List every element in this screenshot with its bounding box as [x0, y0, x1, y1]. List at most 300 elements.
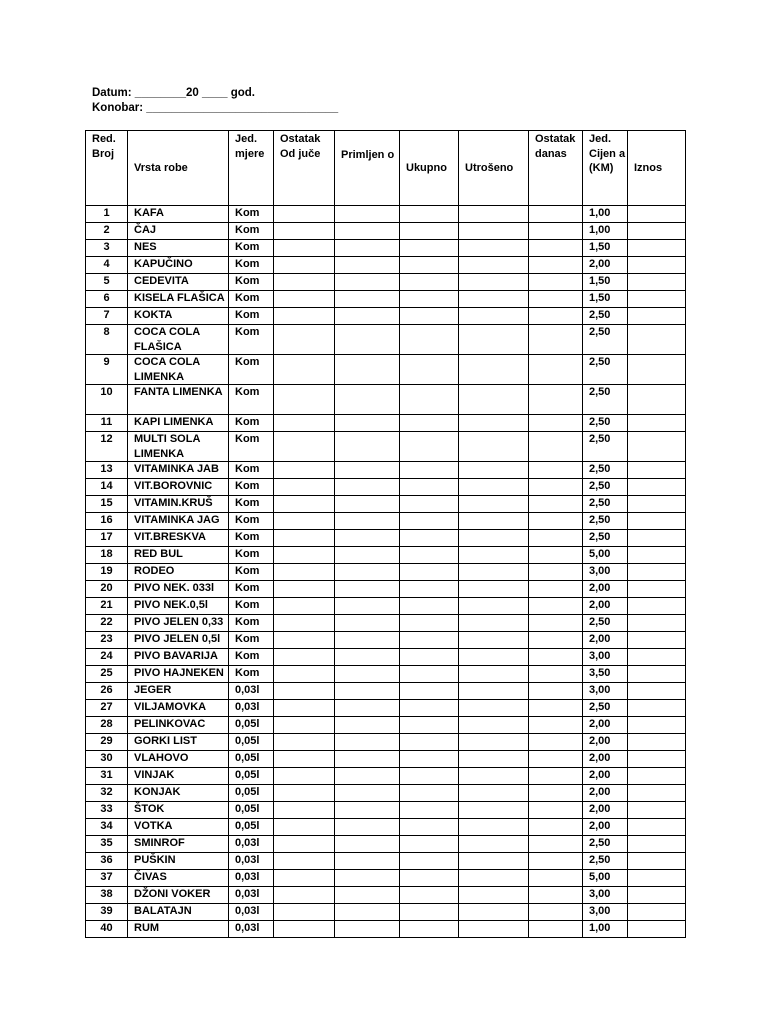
unit-of-measure: Kom [229, 479, 274, 496]
cell-ostatak-danas [529, 530, 583, 547]
cell-ostatak-od-juce [274, 564, 335, 581]
cell-ostatak-danas [529, 700, 583, 717]
cell-ostatak-od-juce [274, 666, 335, 683]
cell-utroseno [459, 717, 529, 734]
cell-utroseno [459, 904, 529, 921]
product-name: PIVO HAJNEKEN [128, 666, 229, 683]
unit-price: 2,50 [583, 385, 628, 415]
row-number: 25 [86, 666, 128, 683]
cell-utroseno [459, 853, 529, 870]
table-row [86, 462, 686, 479]
cell-utroseno [459, 734, 529, 751]
cell-ukupno [400, 257, 459, 274]
cell-primljeno [335, 853, 400, 870]
cell-ostatak-od-juce [274, 479, 335, 496]
cell-utroseno [459, 700, 529, 717]
cell-ukupno [400, 870, 459, 887]
cell-ostatak-danas [529, 717, 583, 734]
product-name: NES [128, 240, 229, 257]
cell-iznos [628, 785, 686, 802]
cell-primljeno [335, 700, 400, 717]
cell-utroseno [459, 308, 529, 325]
cell-iznos [628, 547, 686, 564]
cell-utroseno [459, 325, 529, 355]
unit-price: 5,00 [583, 870, 628, 887]
cell-ostatak-danas [529, 734, 583, 751]
unit-price: 1,00 [583, 921, 628, 938]
table-row [86, 921, 686, 938]
unit-price: 3,00 [583, 649, 628, 666]
unit-of-measure: 0,05l [229, 717, 274, 734]
table-row [86, 291, 686, 308]
cell-utroseno [459, 206, 529, 223]
product-name: KAFA [128, 206, 229, 223]
cell-ukupno [400, 462, 459, 479]
row-number: 21 [86, 598, 128, 615]
table-row [86, 385, 686, 415]
cell-iznos [628, 921, 686, 938]
cell-ostatak-od-juce [274, 683, 335, 700]
cell-ostatak-od-juce [274, 921, 335, 938]
product-name: KAPI LIMENKA [128, 415, 229, 432]
row-number: 2 [86, 223, 128, 240]
cell-utroseno [459, 802, 529, 819]
unit-of-measure: Kom [229, 291, 274, 308]
cell-ostatak-danas [529, 291, 583, 308]
unit-price: 3,00 [583, 564, 628, 581]
unit-price: 2,00 [583, 768, 628, 785]
unit-price: 2,50 [583, 432, 628, 462]
row-number: 3 [86, 240, 128, 257]
unit-price: 2,50 [583, 836, 628, 853]
cell-primljeno [335, 819, 400, 836]
unit-of-measure: Kom [229, 325, 274, 355]
cell-ostatak-danas [529, 240, 583, 257]
cell-primljeno [335, 355, 400, 385]
cell-ostatak-danas [529, 223, 583, 240]
cell-ukupno [400, 291, 459, 308]
cell-ukupno [400, 836, 459, 853]
cell-primljeno [335, 308, 400, 325]
cell-utroseno [459, 564, 529, 581]
unit-of-measure: Kom [229, 530, 274, 547]
cell-primljeno [335, 479, 400, 496]
unit-of-measure: 0,05l [229, 785, 274, 802]
cell-ostatak-od-juce [274, 355, 335, 385]
col-iznos: Iznos [628, 131, 686, 206]
row-number: 30 [86, 751, 128, 768]
cell-ukupno [400, 206, 459, 223]
cell-iznos [628, 291, 686, 308]
cell-ukupno [400, 615, 459, 632]
table-row [86, 355, 686, 385]
cell-ostatak-od-juce [274, 768, 335, 785]
unit-of-measure: 0,03l [229, 853, 274, 870]
cell-iznos [628, 308, 686, 325]
cell-ostatak-od-juce [274, 291, 335, 308]
cell-ostatak-od-juce [274, 649, 335, 666]
product-name: COCA COLA FLAŠICA [128, 325, 229, 355]
row-number: 27 [86, 700, 128, 717]
cell-primljeno [335, 547, 400, 564]
cell-utroseno [459, 632, 529, 649]
product-name: FANTA LIMENKA [128, 385, 229, 415]
cell-ostatak-danas [529, 785, 583, 802]
product-name: PIVO JELEN 0,5l [128, 632, 229, 649]
product-name: PIVO JELEN 0,33 [128, 615, 229, 632]
cell-iznos [628, 581, 686, 598]
unit-price: 2,50 [583, 308, 628, 325]
cell-utroseno [459, 291, 529, 308]
cell-primljeno [335, 649, 400, 666]
cell-ostatak-od-juce [274, 581, 335, 598]
row-number: 26 [86, 683, 128, 700]
cell-ostatak-danas [529, 385, 583, 415]
table-row [86, 513, 686, 530]
product-name: KAPUČINO [128, 257, 229, 274]
cell-ostatak-danas [529, 836, 583, 853]
unit-price: 3,00 [583, 683, 628, 700]
table-row [86, 785, 686, 802]
cell-iznos [628, 257, 686, 274]
cell-ukupno [400, 768, 459, 785]
cell-utroseno [459, 530, 529, 547]
cell-utroseno [459, 666, 529, 683]
inventory-table [85, 130, 686, 938]
cell-ostatak-od-juce [274, 274, 335, 291]
cell-ostatak-danas [529, 683, 583, 700]
product-name: VITAMINKA JAB [128, 462, 229, 479]
product-name: PUŠKIN [128, 853, 229, 870]
product-name: KOKTA [128, 308, 229, 325]
cell-ostatak-od-juce [274, 870, 335, 887]
col-ostatak-danas: Ostatak danas [529, 131, 583, 206]
unit-price: 2,00 [583, 819, 628, 836]
row-number: 36 [86, 853, 128, 870]
cell-primljeno [335, 274, 400, 291]
cell-primljeno [335, 223, 400, 240]
unit-price: 2,50 [583, 415, 628, 432]
cell-iznos [628, 598, 686, 615]
cell-ukupno [400, 887, 459, 904]
table-row [86, 240, 686, 257]
cell-iznos [628, 802, 686, 819]
table-row [86, 819, 686, 836]
cell-utroseno [459, 479, 529, 496]
cell-iznos [628, 479, 686, 496]
row-number: 7 [86, 308, 128, 325]
cell-utroseno [459, 547, 529, 564]
unit-price: 2,00 [583, 632, 628, 649]
product-name: CEDEVITA [128, 274, 229, 291]
col-jed-cijena: Jed. Cijen a (KM) [583, 131, 628, 206]
cell-ukupno [400, 717, 459, 734]
cell-ostatak-od-juce [274, 836, 335, 853]
unit-of-measure: Kom [229, 581, 274, 598]
row-number: 19 [86, 564, 128, 581]
cell-ukupno [400, 785, 459, 802]
cell-primljeno [335, 325, 400, 355]
cell-iznos [628, 530, 686, 547]
cell-utroseno [459, 819, 529, 836]
cell-primljeno [335, 257, 400, 274]
cell-ukupno [400, 734, 459, 751]
row-number: 14 [86, 479, 128, 496]
unit-of-measure: 0,03l [229, 836, 274, 853]
unit-price: 2,50 [583, 496, 628, 513]
product-name: PIVO NEK. 033l [128, 581, 229, 598]
product-name: VOTKA [128, 819, 229, 836]
unit-of-measure: 0,03l [229, 700, 274, 717]
cell-iznos [628, 887, 686, 904]
cell-ostatak-danas [529, 751, 583, 768]
table-body [86, 206, 686, 938]
cell-utroseno [459, 223, 529, 240]
row-number: 12 [86, 432, 128, 462]
unit-price: 1,50 [583, 274, 628, 291]
cell-primljeno [335, 666, 400, 683]
unit-price: 2,00 [583, 598, 628, 615]
cell-ukupno [400, 530, 459, 547]
unit-price: 2,00 [583, 717, 628, 734]
cell-iznos [628, 615, 686, 632]
cell-ukupno [400, 432, 459, 462]
table-header-row [86, 131, 686, 206]
unit-of-measure: Kom [229, 355, 274, 385]
table-row [86, 887, 686, 904]
table-row [86, 717, 686, 734]
row-number: 23 [86, 632, 128, 649]
cell-iznos [628, 904, 686, 921]
col-ostatak-od-juce: Ostatak Od juče [274, 131, 335, 206]
product-name: RODEO [128, 564, 229, 581]
unit-of-measure: Kom [229, 632, 274, 649]
unit-of-measure: Kom [229, 385, 274, 415]
cell-ostatak-od-juce [274, 598, 335, 615]
cell-ukupno [400, 223, 459, 240]
cell-ostatak-danas [529, 496, 583, 513]
unit-price: 2,50 [583, 615, 628, 632]
cell-ostatak-od-juce [274, 904, 335, 921]
table-row [86, 257, 686, 274]
cell-iznos [628, 734, 686, 751]
cell-iznos [628, 870, 686, 887]
cell-utroseno [459, 257, 529, 274]
row-number: 11 [86, 415, 128, 432]
cell-utroseno [459, 513, 529, 530]
row-number: 31 [86, 768, 128, 785]
cell-ostatak-danas [529, 513, 583, 530]
table-row [86, 683, 686, 700]
cell-utroseno [459, 385, 529, 415]
unit-price: 3,50 [583, 666, 628, 683]
table-row [86, 751, 686, 768]
cell-primljeno [335, 887, 400, 904]
table-row [86, 274, 686, 291]
row-number: 38 [86, 887, 128, 904]
cell-ostatak-od-juce [274, 308, 335, 325]
row-number: 6 [86, 291, 128, 308]
cell-utroseno [459, 870, 529, 887]
product-name: ČAJ [128, 223, 229, 240]
product-name: PIVO BAVARIJA [128, 649, 229, 666]
unit-of-measure: Kom [229, 496, 274, 513]
table-row [86, 547, 686, 564]
product-name: PIVO NEK.0,5l [128, 598, 229, 615]
unit-price: 1,00 [583, 206, 628, 223]
product-name: KONJAK [128, 785, 229, 802]
cell-ukupno [400, 904, 459, 921]
cell-utroseno [459, 836, 529, 853]
product-name: ČIVAS [128, 870, 229, 887]
cell-ostatak-danas [529, 564, 583, 581]
product-name: MULTI SOLA LIMENKA [128, 432, 229, 462]
cell-utroseno [459, 751, 529, 768]
cell-ostatak-od-juce [274, 257, 335, 274]
cell-primljeno [335, 291, 400, 308]
table-row [86, 904, 686, 921]
unit-price: 3,00 [583, 887, 628, 904]
cell-ukupno [400, 355, 459, 385]
cell-ukupno [400, 632, 459, 649]
cell-primljeno [335, 904, 400, 921]
unit-of-measure: Kom [229, 240, 274, 257]
cell-primljeno [335, 802, 400, 819]
unit-price: 2,50 [583, 479, 628, 496]
product-name: VITAMIN.KRUŠ [128, 496, 229, 513]
row-number: 10 [86, 385, 128, 415]
unit-price: 2,50 [583, 325, 628, 355]
cell-ukupno [400, 385, 459, 415]
cell-ostatak-danas [529, 666, 583, 683]
cell-iznos [628, 513, 686, 530]
cell-primljeno [335, 683, 400, 700]
cell-ostatak-danas [529, 355, 583, 385]
cell-iznos [628, 836, 686, 853]
unit-of-measure: Kom [229, 462, 274, 479]
cell-utroseno [459, 355, 529, 385]
product-name: VLAHOVO [128, 751, 229, 768]
unit-price: 2,50 [583, 355, 628, 385]
unit-price: 2,00 [583, 785, 628, 802]
cell-ostatak-od-juce [274, 240, 335, 257]
cell-ostatak-od-juce [274, 547, 335, 564]
row-number: 18 [86, 547, 128, 564]
unit-price: 2,50 [583, 462, 628, 479]
waiter-line: Konobar: ______________________________ [92, 102, 339, 114]
table-row [86, 581, 686, 598]
cell-ostatak-od-juce [274, 632, 335, 649]
product-name: PELINKOVAC [128, 717, 229, 734]
cell-primljeno [335, 598, 400, 615]
unit-of-measure: Kom [229, 547, 274, 564]
table-row [86, 206, 686, 223]
cell-iznos [628, 683, 686, 700]
unit-price: 2,00 [583, 581, 628, 598]
cell-iznos [628, 700, 686, 717]
cell-ostatak-danas [529, 632, 583, 649]
cell-ukupno [400, 581, 459, 598]
cell-iznos [628, 717, 686, 734]
cell-ostatak-od-juce [274, 462, 335, 479]
row-number: 39 [86, 904, 128, 921]
form-header [92, 86, 338, 116]
cell-iznos [628, 223, 686, 240]
product-name: RED BUL [128, 547, 229, 564]
cell-primljeno [335, 785, 400, 802]
cell-ostatak-danas [529, 325, 583, 355]
unit-of-measure: Kom [229, 564, 274, 581]
unit-of-measure: 0,05l [229, 751, 274, 768]
unit-price: 2,00 [583, 751, 628, 768]
cell-ostatak-danas [529, 462, 583, 479]
unit-price: 2,00 [583, 257, 628, 274]
cell-ostatak-od-juce [274, 415, 335, 432]
col-jed-mjere: Jed. mjere [229, 131, 274, 206]
row-number: 16 [86, 513, 128, 530]
cell-iznos [628, 274, 686, 291]
cell-primljeno [335, 206, 400, 223]
unit-of-measure: Kom [229, 257, 274, 274]
product-name: KISELA FLAŠICA [128, 291, 229, 308]
cell-ostatak-od-juce [274, 751, 335, 768]
cell-ukupno [400, 802, 459, 819]
unit-price: 1,00 [583, 223, 628, 240]
unit-of-measure: 0,05l [229, 802, 274, 819]
unit-price: 2,50 [583, 853, 628, 870]
table-row [86, 308, 686, 325]
row-number: 37 [86, 870, 128, 887]
row-number: 5 [86, 274, 128, 291]
cell-iznos [628, 496, 686, 513]
row-number: 13 [86, 462, 128, 479]
cell-ostatak-danas [529, 853, 583, 870]
table-row [86, 432, 686, 462]
product-name: RUM [128, 921, 229, 938]
table-row [86, 649, 686, 666]
cell-primljeno [335, 836, 400, 853]
cell-ostatak-danas [529, 904, 583, 921]
unit-price: 5,00 [583, 547, 628, 564]
cell-ostatak-od-juce [274, 853, 335, 870]
cell-iznos [628, 415, 686, 432]
cell-ostatak-danas [529, 768, 583, 785]
table-row [86, 564, 686, 581]
unit-of-measure: Kom [229, 308, 274, 325]
product-name: DŽONI VOKER [128, 887, 229, 904]
table-row [86, 700, 686, 717]
cell-ostatak-danas [529, 547, 583, 564]
cell-utroseno [459, 274, 529, 291]
cell-ukupno [400, 819, 459, 836]
cell-ostatak-od-juce [274, 530, 335, 547]
cell-ostatak-od-juce [274, 717, 335, 734]
cell-ukupno [400, 666, 459, 683]
cell-primljeno [335, 734, 400, 751]
cell-iznos [628, 632, 686, 649]
row-number: 1 [86, 206, 128, 223]
unit-of-measure: Kom [229, 206, 274, 223]
cell-ostatak-danas [529, 274, 583, 291]
cell-ostatak-od-juce [274, 615, 335, 632]
cell-ukupno [400, 683, 459, 700]
unit-of-measure: 0,03l [229, 683, 274, 700]
product-name: VITAMINKA JAG [128, 513, 229, 530]
product-name: COCA COLA LIMENKA [128, 355, 229, 385]
cell-primljeno [335, 751, 400, 768]
unit-of-measure: 0,03l [229, 904, 274, 921]
cell-ostatak-od-juce [274, 206, 335, 223]
